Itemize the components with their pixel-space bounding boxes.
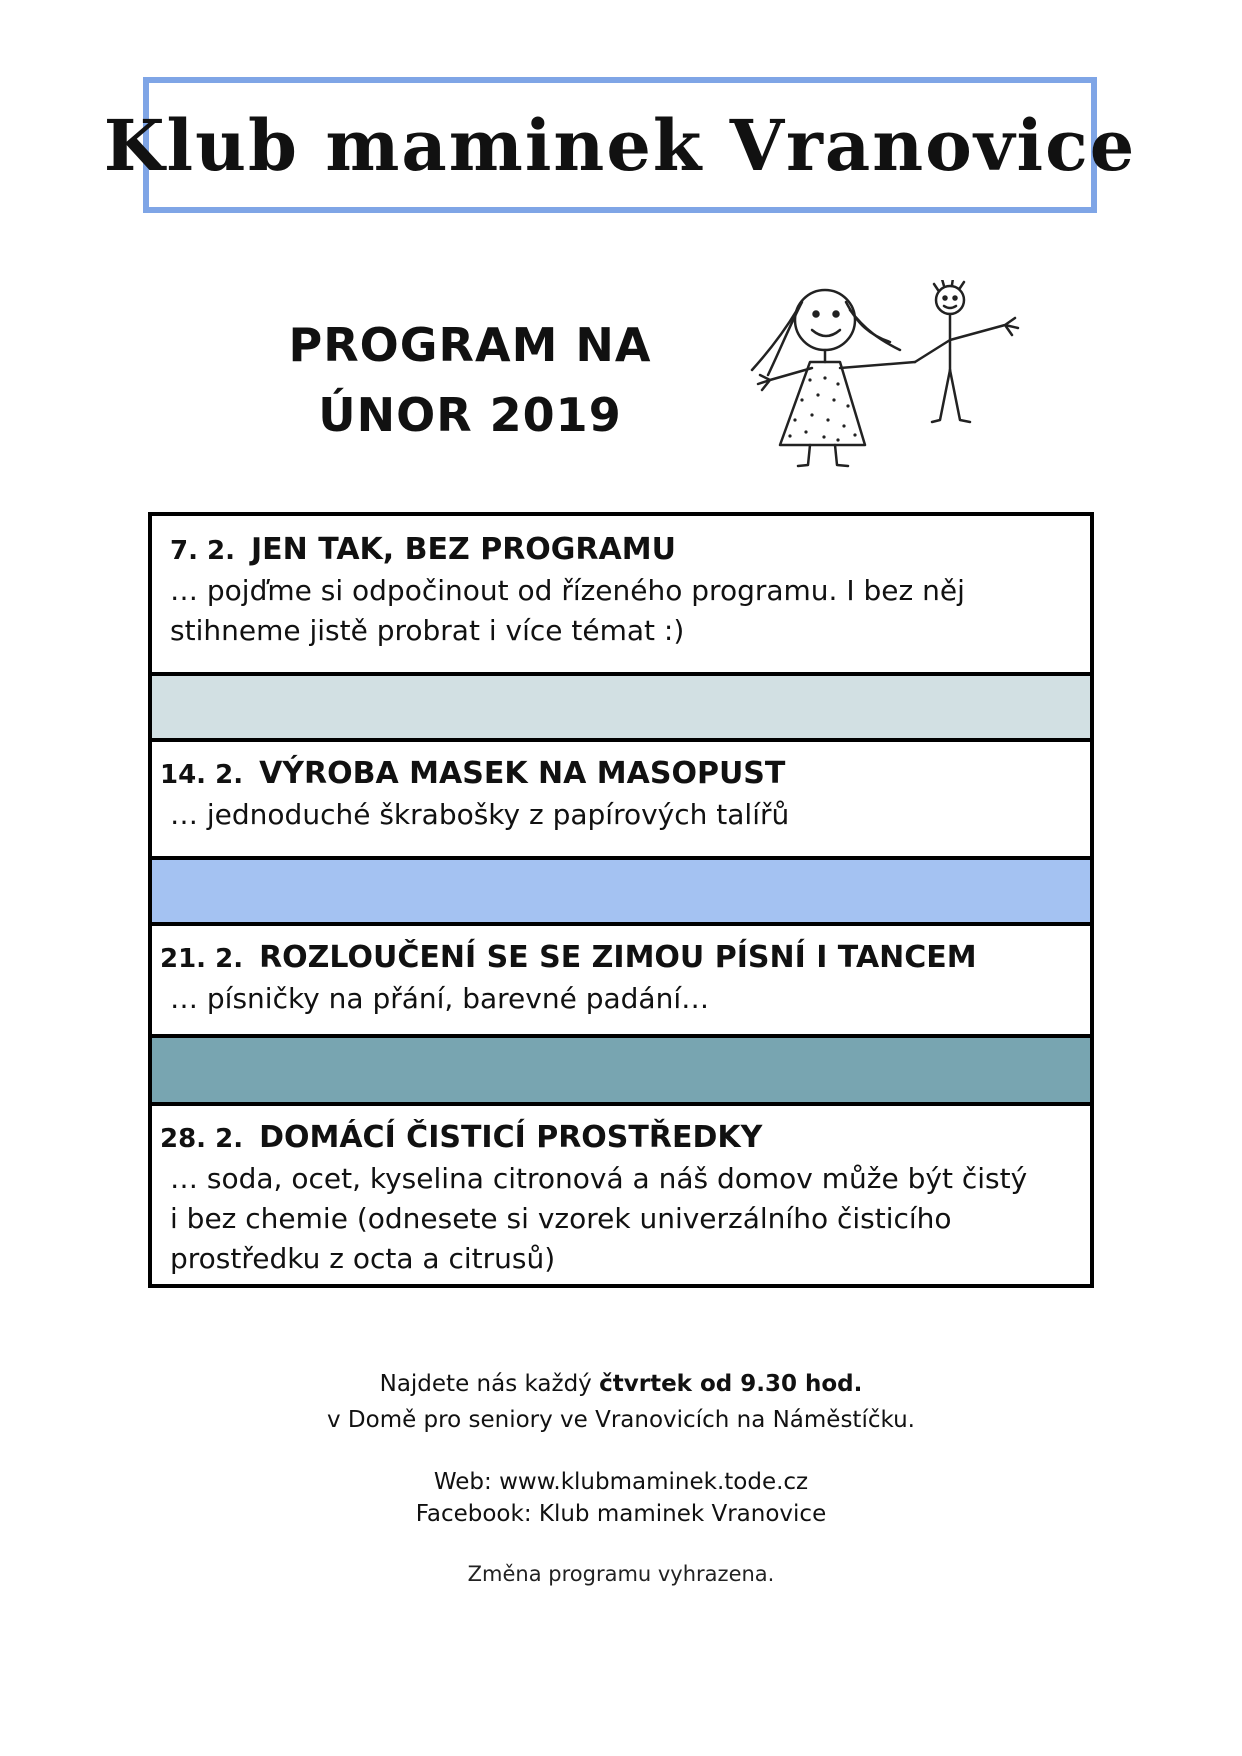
title-box xyxy=(103,77,1137,213)
event-row xyxy=(152,926,1090,1038)
event-heading xyxy=(160,940,1090,975)
event-description-line: … soda, ocet, kyselina citronová a náš domov může být čistý xyxy=(170,1162,1028,1195)
event-description-line: i bez chemie (odnesete si vzorek univerzálního čisticího xyxy=(170,1202,952,1235)
event-description-line: … jednoduché škrabošky z papírových talířů xyxy=(170,798,790,831)
meeting-info xyxy=(0,1366,1242,1438)
event-description-line: … pojďme si odpočinout od řízeného programu. I bez něj xyxy=(170,574,965,607)
meeting-place: v Domě pro seniory ve Vranovicích na Náměstíčku. xyxy=(326,1407,915,1433)
separator-band xyxy=(152,860,1090,926)
meeting-time-prefix: Najdete nás každý xyxy=(379,1371,600,1397)
event-description-line: … písničky na přání, barevné padání… xyxy=(170,982,710,1015)
event-title: ROZLOUČENÍ SE SE ZIMOU PÍSNÍ I TANCEM xyxy=(259,940,977,975)
club-title: Klub maminek Vranovice xyxy=(103,103,1137,187)
event-date: 7. 2. xyxy=(170,536,235,566)
separator-band xyxy=(152,676,1090,742)
event-description xyxy=(160,1159,1090,1279)
event-date: 21. 2. xyxy=(160,944,244,974)
children-drawing-illustration xyxy=(740,280,1040,470)
program-heading xyxy=(250,310,690,450)
event-description xyxy=(160,795,1090,835)
event-title: DOMÁCÍ ČISTICÍ PROSTŘEDKY xyxy=(259,1120,763,1155)
facebook-link[interactable]: Facebook: Klub maminek Vranovice xyxy=(415,1501,827,1527)
meeting-time: čtvrtek od 9.30 hod. xyxy=(599,1371,863,1397)
meeting-time-line xyxy=(0,1366,1242,1402)
event-date: 28. 2. xyxy=(160,1124,244,1154)
event-description-line: prostředku z octa a citrusů) xyxy=(170,1242,556,1275)
event-title: JEN TAK, BEZ PROGRAMU xyxy=(251,532,676,567)
event-heading xyxy=(160,1120,1090,1155)
contacts xyxy=(0,1466,1242,1530)
schedule-table xyxy=(148,512,1094,1288)
event-description-line: stihneme jistě probrat i více témat :) xyxy=(170,614,685,647)
program-heading-line1: PROGRAM NA xyxy=(288,318,652,372)
event-title: VÝROBA MASEK NA MASOPUST xyxy=(259,756,786,791)
event-row xyxy=(152,1106,1090,1284)
event-heading xyxy=(170,532,1090,567)
web-link[interactable]: Web: www.klubmaminek.tode.cz xyxy=(433,1469,809,1495)
separator-band xyxy=(152,1038,1090,1106)
event-description xyxy=(170,571,1090,651)
event-heading xyxy=(160,756,1090,791)
event-description xyxy=(160,979,1090,1019)
event-row xyxy=(152,516,1090,676)
change-note: Změna programu vyhrazena. xyxy=(467,1562,775,1586)
program-heading-line2: ÚNOR 2019 xyxy=(318,388,622,442)
event-date: 14. 2. xyxy=(160,760,244,790)
event-row xyxy=(152,742,1090,860)
